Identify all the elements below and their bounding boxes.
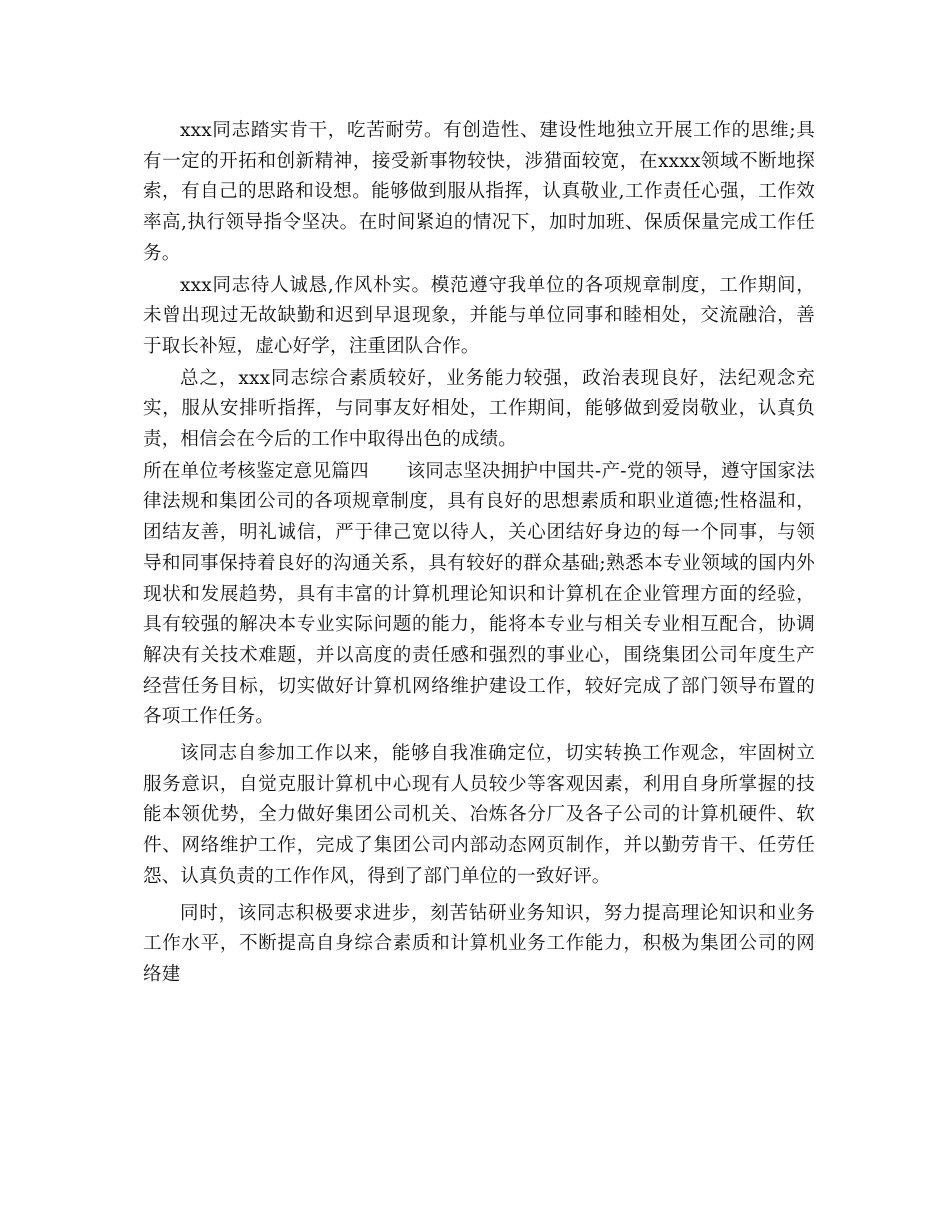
paragraph-1: xxx同志踏实肯干，吃苦耐劳。有创造性、建设性地独立开展工作的思维;具有一定的开拓和创新精神，接受新事物较快，涉猎面较宽，在xxxx领域不断地探索，有自己的思路和设想。能够做到服从指挥，认真敬业,工作责任心强，工作效率高,执行领导指令坚决。在时间紧迫的情况下，加时加班、保质保量完成工作任务。 <box>143 120 815 264</box>
paragraph-6: 同时，该同志积极要求进步，刻苦钻研业务知识，努力提高理论知识和业务工作水平，不断提高自身综合素质和计算机业务工作能力，积极为集团公司的网络建 <box>143 902 815 985</box>
document-body <box>143 116 815 991</box>
paragraph-2: xxx同志待人诚恳,作风朴实。模范遵守我单位的各项规章制度，工作期间，未曾出现过无故缺勤和迟到早退现象，并能与单位同事和睦相处，交流融洽，善于取长补短，虚心好学，注重团队合作。 <box>143 274 815 357</box>
paragraph-5: 该同志自参加工作以来，能够自我准确定位，切实转换工作观念，牢固树立服务意识，自觉克服计算机中心现有人员较少等客观因素，利用自身所掌握的技能本领优势，全力做好集团公司机关、冶炼各分厂及各子公司的计算机硬件、软件、网络维护工作，完成了集团公司内部动态网页制作，并以勤劳肯干、任劳任怨、认真负责的工作作风，得到了部门单位的一致好评。 <box>143 743 815 887</box>
paragraph-3: 总之，xxx同志综合素质较好，业务能力较强，政治表现良好，法纪观念充实，服从安排听指挥，与同事友好相处，工作期间，能够做到爱岗敬业，认真负责，相信会在今后的工作中取得出色的成绩。 <box>143 367 815 451</box>
paragraph-4-section-heading: 所在单位考核鉴定意见篇四 该同志坚决拥护中国共-产-党的领导，遵守国家法律法规和集团公司的各项规章制度，具有良好的思想素质和职业道德;性格温和，团结友善，明礼诚信，严于律己宽以待人，关心团结好身边的每一个同事，与领导和同事保持着良好的沟通关系，具有较好的群众基础;熟悉本专业领域的国内外现状和发展趋势，具有丰富的计算机理论知识和计算机在企业管理方面的经验，具有较强的解决本专业实际问题的能力，能将本专业与相关专业相互配合，协调解决有关技术难题，并以高度的责任感和强烈的事业心，围绕集团公司年度生产经营任务目标，切实做好计算机网络维护建设工作，较好完成了部门领导布置的各项工作任务。 <box>143 460 815 728</box>
